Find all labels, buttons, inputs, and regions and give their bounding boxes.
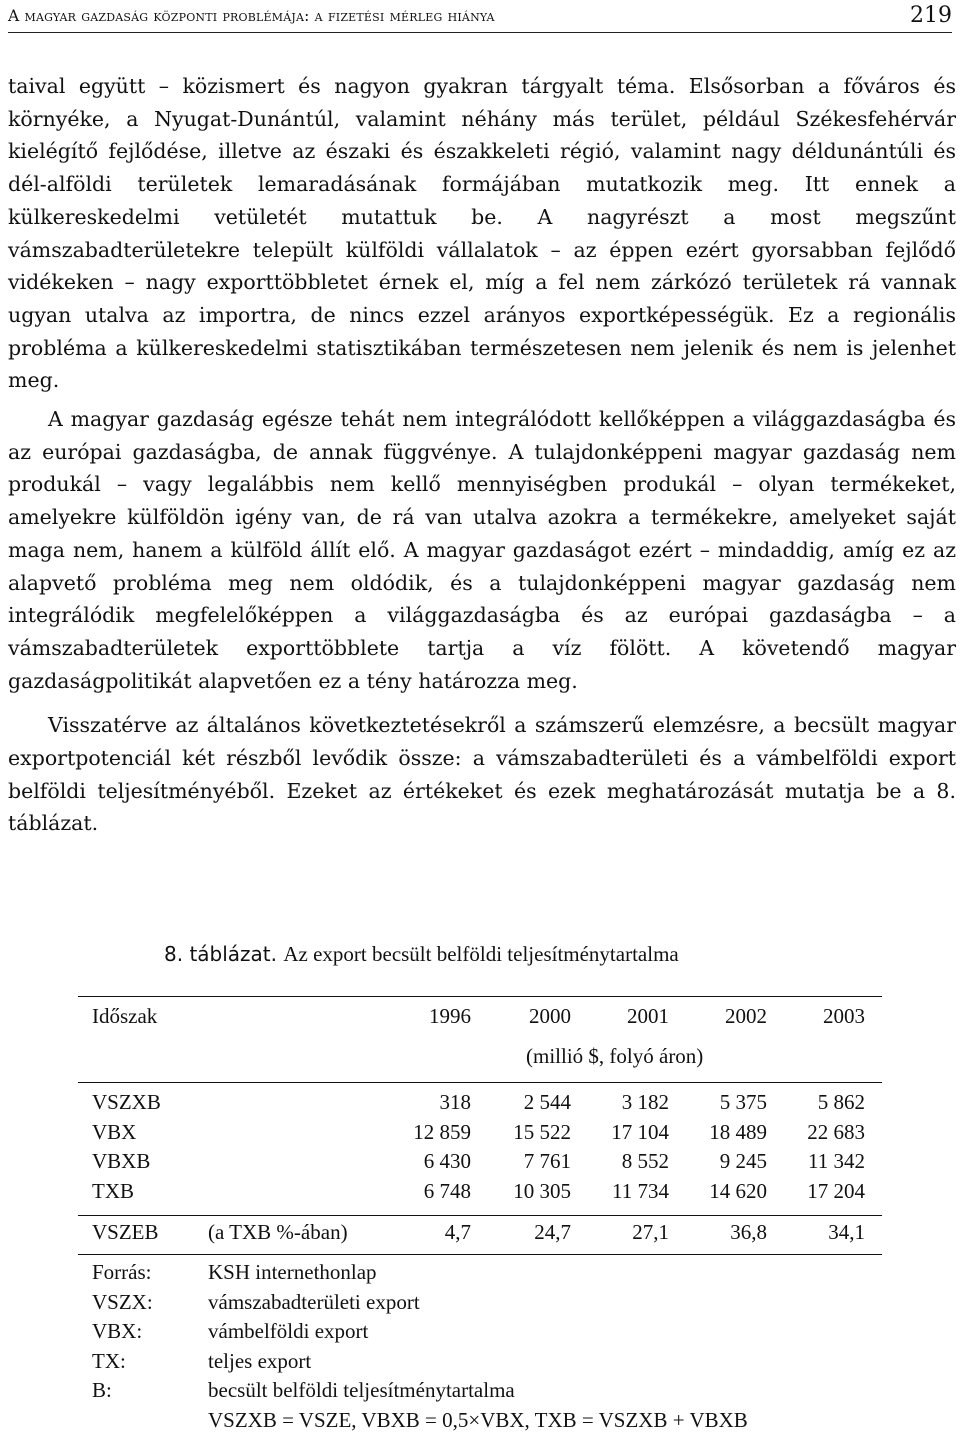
column-header-year: 1996 [381, 1004, 471, 1029]
table-cell: 8 552 [579, 1149, 669, 1174]
page-header [8, 0, 952, 33]
share-row-note: (a TXB %-ában) [208, 1220, 348, 1245]
table-cell: 318 [381, 1090, 471, 1115]
column-header-year: 2001 [579, 1004, 669, 1029]
unit-note: (millió $, folyó áron) [526, 1044, 703, 1069]
table-cell: 24,7 [481, 1220, 571, 1245]
column-header-year: 2003 [775, 1004, 865, 1029]
table-cell: 6 430 [381, 1149, 471, 1174]
note-value: becsült belföldi teljesítménytartalma [208, 1376, 515, 1406]
table-caption [164, 942, 679, 967]
table-cell: 5 862 [775, 1090, 865, 1115]
row-label: VBXB [92, 1149, 150, 1174]
table-bottom-rule [78, 1254, 882, 1255]
column-header-year: 2000 [481, 1004, 571, 1029]
row-label: VBX [92, 1120, 136, 1145]
table-cell: 36,8 [677, 1220, 767, 1245]
table-cell: 22 683 [775, 1120, 865, 1145]
note-value: vámszabadterületi export [208, 1288, 420, 1318]
data-table [78, 996, 882, 1258]
note-key: B: [92, 1376, 112, 1406]
note-key: TX: [92, 1347, 126, 1377]
table-cell: 11 734 [579, 1179, 669, 1204]
table-header-rule [78, 1082, 882, 1083]
table-cell: 14 620 [677, 1179, 767, 1204]
paragraph: taival együtt – közismert és nagyon gyakran tárgyalt téma. Elsősorban a főváros és környéke, a Nyugat-Dunántúl, valamint néhány más terület, például Székesfehérvár kielégítő fejlődése, illetve az északi és északkeleti régió, valamint nagy déldunántúli és dél-alföldi területek lemaradásának formájában mutatkozik meg. Itt ennek a külkereskedelmi vetületét mutattuk be. A nagyrészt a most megszűnt vámszabadterületekre települt külföldi vállalatok – az éppen ezért gyorsabban fejlődő vidékeken – nagy exporttöbbletet érnek el, míg a fel nem zárkózó területek rá vannak ugyan utalva az importra, de nincs ezzel arányos exportképességük. Ez a regionális probléma a külkereskedelmi statisztikában természetesen nem jelenik és nem is jelenhet meg. [8, 70, 956, 397]
row-label: VSZXB [92, 1090, 161, 1115]
table-cell: 6 748 [381, 1179, 471, 1204]
note-key: VBX: [92, 1317, 142, 1347]
table-caption-text: Az export becsült belföldi teljesítménytartalma [283, 942, 678, 966]
paragraph: Visszatérve az általános következtetésekről a számszerű elemzésre, a becsült magyar exportpotenciál két részből levődik össze: a vámszabadterületi és a vámbelföldi export belföldi teljesítményéből. Ezeket az értékeket és ezek meghatározását mutatja be a 8. táblázat. [8, 709, 956, 840]
table-share-rule [78, 1215, 882, 1216]
table-cell: 18 489 [677, 1120, 767, 1145]
table-cell: 7 761 [481, 1149, 571, 1174]
table-cell: 5 375 [677, 1090, 767, 1115]
table-cell: 27,1 [579, 1220, 669, 1245]
column-header-year: 2002 [677, 1004, 767, 1029]
note-key: VSZX: [92, 1288, 153, 1318]
column-header-period: Időszak [92, 1004, 157, 1029]
table-caption-label: 8. táblázat. [164, 942, 277, 966]
table-cell: 17 104 [579, 1120, 669, 1145]
table-cell: 9 245 [677, 1149, 767, 1174]
note-value: KSH internethonlap [208, 1258, 377, 1288]
body-text [8, 70, 956, 852]
note-formula: VSZXB = VSZE, VBXB = 0,5×VBX, TXB = VSZXB + VBXB [208, 1406, 748, 1435]
note-value: teljes export [208, 1347, 311, 1377]
table-top-rule [78, 996, 882, 997]
table-cell: 11 342 [775, 1149, 865, 1174]
paragraph: A magyar gazdaság egésze tehát nem integrálódott kellőképpen a világgazdaságba és az európai gazdaságba, de annak függvénye. A tulajdonképpeni magyar gazdaság nem produkál – vagy legalábbis nem kellő mennyiségben produkál – olyan termékeket, amelyekre külföldön igény van, de rá van utalva azokra a termékekre, amelyeket saját maga nem, hanem a külföld állít elő. A magyar gazdaságot ezért – mindaddig, amíg ez az alapvető probléma meg nem oldódik, és a tulajdonképpeni magyar gazdaság nem integrálódik megfelelőképpen a világgazdaságba és az európai gazdaságba – a vámszabadterületek exporttöbblete tartja a víz fölött. A követendő magyar gazdaságpolitikát alapvetően ez a tény határozza meg. [8, 403, 956, 697]
table-cell: 12 859 [381, 1120, 471, 1145]
table-cell: 10 305 [481, 1179, 571, 1204]
table-cell: 4,7 [381, 1220, 471, 1245]
note-key: Forrás: [92, 1258, 152, 1288]
note-value: vámbelföldi export [208, 1317, 368, 1347]
table-cell: 15 522 [481, 1120, 571, 1145]
page-number: 219 [910, 3, 952, 28]
table-cell: 17 204 [775, 1179, 865, 1204]
table-cell: 3 182 [579, 1090, 669, 1115]
row-label: TXB [92, 1179, 134, 1204]
table-cell: 2 544 [481, 1090, 571, 1115]
running-head: A magyar gazdaság központi problémája: a fizetési mérleg hiánya [8, 7, 495, 25]
row-label: VSZEB [92, 1220, 159, 1245]
table-cell: 34,1 [775, 1220, 865, 1245]
